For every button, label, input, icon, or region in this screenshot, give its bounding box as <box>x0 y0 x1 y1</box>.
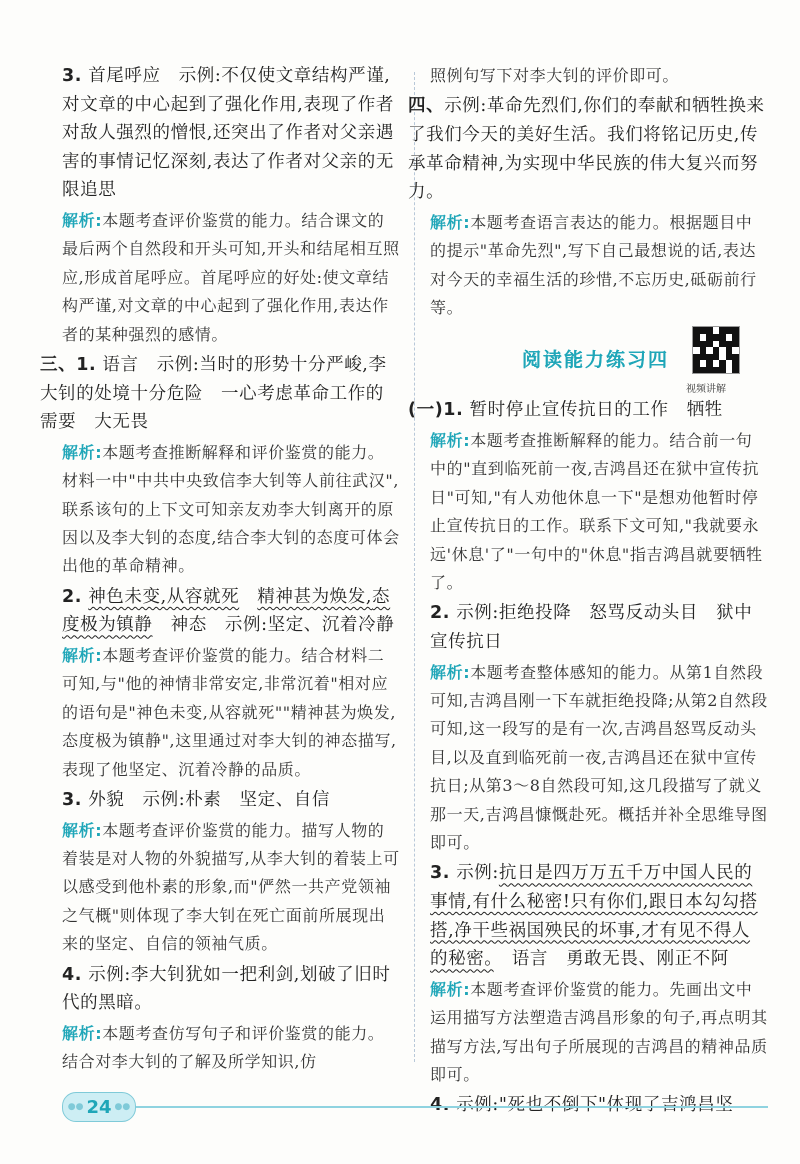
analysis-s3-1 <box>62 439 400 581</box>
question-number: 2. <box>430 603 451 624</box>
underlined-quote: 神色未变,从容就死 <box>88 586 240 607</box>
analysis-s4 <box>430 209 768 323</box>
analysis-p3 <box>430 976 768 1090</box>
answer-3 <box>62 62 400 205</box>
analysis-tag: 解析: <box>430 212 471 232</box>
analysis-2 <box>62 642 400 784</box>
analysis-text: 本题考查推断解释的能力。结合前一句中的"直到临死前一夜,吉鸿昌还在狱中宣传抗日"可知,"有人劝他休息一下"是想劝他暂时停止宣传抗日的工作。联系下文可知,"我就要永远'休息'了"一句中的"休息"指吉鸿昌就要牺牲了。 <box>430 431 763 593</box>
answer-text: 暂时停止宣传抗日的工作 牺牲 <box>469 400 723 421</box>
analysis-text: 本题考查评价鉴赏的能力。描写人物的着装是对人物的外貌描写,从李大钊的着装上可以感受到他朴素的形象,而"俨然一共产党领袖之气概"则体现了李大钊在死亡面前所展现出来的坚定、自信的领袖气质。 <box>62 820 400 954</box>
analysis-tag: 解析: <box>430 431 471 450</box>
section-4-answer <box>408 92 768 206</box>
answer-p3 <box>430 859 768 973</box>
qr-code-icon[interactable] <box>692 326 740 374</box>
analysis-text: 本题考查推断解释和评价鉴赏的能力。材料一中"中共中央致信李大钊等人前往武汉",联系该句的上下文可知亲友劝李大钊离开的原因以及李大钊的态度,结合李大钊的态度可体会出他的革命精神。 <box>62 442 400 576</box>
section-number: 三、1. <box>40 355 97 375</box>
page-number-badge <box>62 1092 136 1122</box>
answer-4 <box>62 961 400 1018</box>
answer-text: 神态 示例:坚定、沉着冷静 <box>170 615 395 636</box>
answer-prefix: 示例: <box>456 863 499 884</box>
question-number: 3. <box>430 863 451 884</box>
section-title: 阅读能力练习四 <box>522 349 670 372</box>
analysis-text: 本题考查评价鉴赏的能力。结合材料二可知,与"他的神情非常安定,非常沉着"相对应的语句是"神色未变,从容就死""精神甚为焕发,态度极为镇静",这里通过对李大钊的神态描写,表现了他坚定、沉着冷静的品质。 <box>62 646 397 779</box>
question-number: 3. <box>62 66 83 86</box>
answer-p2 <box>430 599 768 656</box>
analysis-4 <box>62 1020 400 1077</box>
answer-text: 示例:"死也不倒下"体现了吉鸿昌坚 <box>456 1095 734 1116</box>
question-number: (一)1. <box>408 400 464 421</box>
question-number: 2. <box>62 586 83 607</box>
answer-text: 语言 示例:当时的形势十分严峻,李大钊的处境十分危险 一心考虑革命工作的需要 大无畏 <box>40 355 387 433</box>
section-number: 四、 <box>408 96 445 117</box>
column-divider <box>414 72 415 1062</box>
page-number: 24 <box>86 1096 112 1118</box>
analysis-text: 本题考查评价鉴赏的能力。结合课文的最后两个自然段和开头可知,开头和结尾相互照应,形成首尾呼应。首尾呼应的好处:使文章结构严谨,对文章的中心起到了强化作用,表达作者的某种强烈的感情。 <box>62 210 400 344</box>
answer-3b <box>62 786 400 815</box>
analysis-continuation <box>430 62 768 90</box>
answer-text: 首尾呼应 示例:不仅使文章结构严谨,对文章的中心起到了强化作用,表现了作者对敌人强烈的憎恨,还突出了作者对父亲遇害的事情记忆深刻,表达了作者对父亲的无限追思 <box>62 66 394 201</box>
answer-text: 语言 勇敢无畏、刚正不阿 <box>511 949 729 970</box>
left-column <box>40 62 400 1079</box>
analysis-text: 本题考查仿写句子和评价鉴赏的能力。结合对李大钊的了解及所学知识,仿 <box>62 1023 385 1072</box>
analysis-3b <box>62 817 400 959</box>
answer-2 <box>62 583 400 640</box>
analysis-tag: 解析: <box>430 979 471 999</box>
qr-caption: 视频讲解 <box>686 384 726 396</box>
underlined-quote: 态度极为镇静 <box>62 586 391 636</box>
analysis-text: 本题考查评价鉴赏的能力。先画出文中运用描写方法塑造吉鸿昌形象的句子,再点明其描写方法,写出句子所展现的吉鸿昌的精神品质即可。 <box>430 979 768 1085</box>
analysis-tag: 解析: <box>62 210 103 230</box>
analysis-text: 本题考查整体感知的能力。从第1自然段可知,吉鸿昌刚一下车就拒绝投降;从第2自然段可知,这一段写的是有一次,吉鸿昌怒骂反动头目,以及直到临死前一夜,吉鸿昌还在狱中宣传抗日;从第3～8自然段可知,这几段描写了就义那一天,吉鸿昌慷慨赴死。概括并补全思维导图即可。 <box>430 662 768 853</box>
analysis-tag: 解析: <box>62 646 103 665</box>
answer-text: 外貌 示例:朴素 坚定、自信 <box>88 790 330 811</box>
analysis-text: 照例句写下对李大钊的评价即可。 <box>430 66 680 85</box>
question-number: 3. <box>62 790 83 811</box>
decor-dots: ●● <box>67 1102 84 1112</box>
analysis-p1 <box>430 427 768 597</box>
answer-text: 示例:李大钊犹如一把利剑,划破了旧时代的黑暗。 <box>62 964 391 1014</box>
footer-rule <box>62 1106 768 1108</box>
answer-text: 示例:拒绝投降 怒骂反动头目 狱中宣传抗日 <box>430 603 753 653</box>
analysis-tag: 解析: <box>62 820 103 840</box>
question-number: 4. <box>430 1095 451 1116</box>
underlined-quote: 精神甚为焕发, <box>257 586 373 607</box>
right-column <box>408 62 768 1122</box>
decor-dots: ●● <box>114 1102 131 1112</box>
analysis-tag: 解析: <box>62 442 103 462</box>
section-heading <box>430 328 768 394</box>
answer-text: 示例:革命先烈们,你们的奉献和牺牲换来了我们今天的美好生活。我们将铭记历史,传承革命精神,为实现中华民族的伟大复兴而努力。 <box>408 96 765 203</box>
question-number: 4. <box>62 964 83 985</box>
analysis-tag: 解析: <box>430 662 471 682</box>
section-3-answer-1 <box>40 351 400 437</box>
underlined-quote: 抗日是四万万五千万中国人民的事情,有什么秘密!只有你们,跟日本勾勾搭搭,净干些祸国殃民的坏事,才有见不得人的秘密。 <box>430 863 758 970</box>
analysis-p2 <box>430 659 768 858</box>
analysis-text: 本题考查语言表达的能力。根据题目中的提示"革命先烈",写下自己最想说的话,表达对今天的幸福生活的珍惜,不忘历史,砥砺前行等。 <box>430 212 757 317</box>
analysis-3 <box>62 207 400 349</box>
analysis-tag: 解析: <box>62 1023 103 1043</box>
